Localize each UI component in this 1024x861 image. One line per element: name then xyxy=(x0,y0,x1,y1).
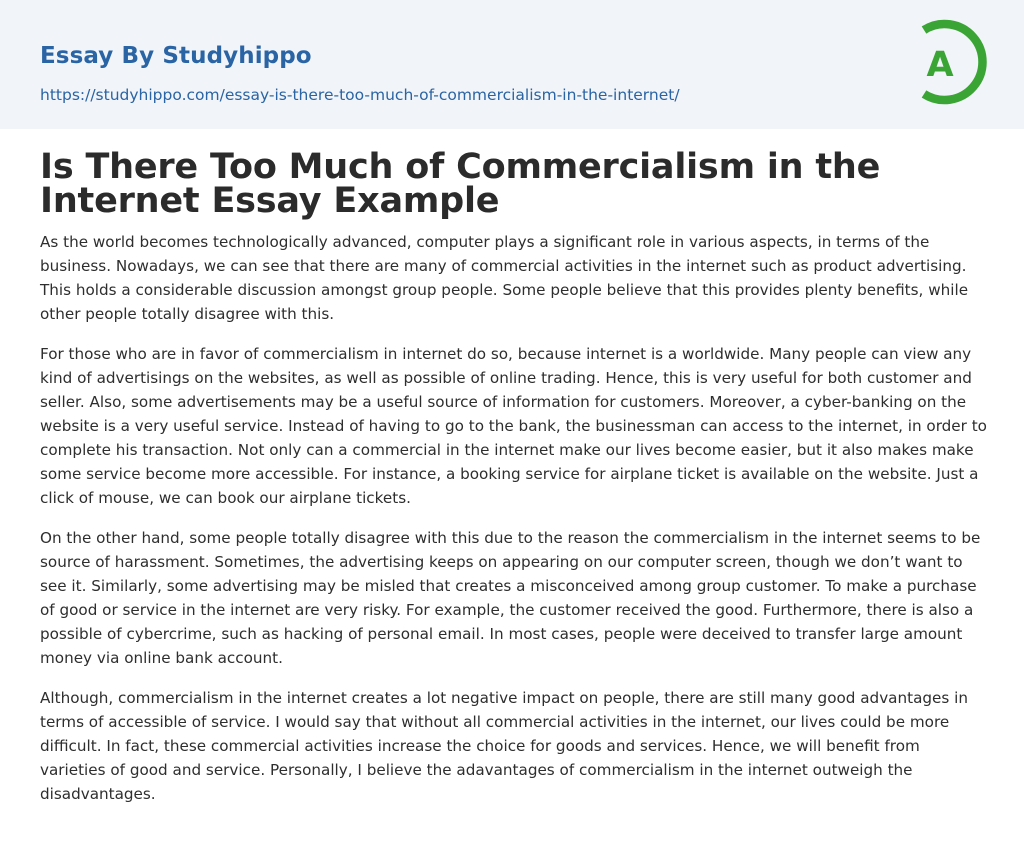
studyhippo-grade-a-logo-icon[interactable] xyxy=(910,19,988,105)
essay-body xyxy=(40,230,990,806)
essay-paragraph-2: For those who are in favor of commercialism in internet do so, because internet is a worldwide. Many people can view any kind of advertisings on the websites, as well as possible of online trading. Hence, this is very useful for both customer and seller. Also, some advertisements may be a useful source of information for customers. Moreover, a cyber-banking on the website is a very useful service. Instead of having to go to the bank, the businessman can access to the internet, in order to complete his transaction. Not only can a commercial in the internet make our lives become easier, but it also makes make some service become more accessible. For instance, a booking service for airplane ticket is available on the website. Just a click of mouse, we can book our airplane tickets. xyxy=(40,345,987,507)
essay-paragraph-1: As the world becomes technologically advanced, computer plays a significant role in various aspects, in terms of the business. Nowadays, we can see that there are many of commercial activities in the internet such as product advertising. This holds a considerable discussion amongst group people. Some people believe that this provides plenty benefits, while other people totally disagree with this. xyxy=(40,233,969,323)
site-header xyxy=(0,0,1024,129)
source-url-link[interactable]: https://studyhippo.com/essay-is-there-too-much-of-commercialism-in-the-internet/ xyxy=(40,86,680,104)
essay-paragraph-3: On the other hand, some people totally disagree with this due to the reason the commercialism in the internet seems to be source of harassment. Sometimes, the advertising keeps on appearing on our computer screen, though we don’t want to see it. Similarly, some advertising may be misled that creates a misconceived among group customer. To make a purchase of good or service in the internet are very risky. For example, the customer received the good. Furthermore, there is also a possible of cybercrime, such as hacking of personal email. In most cases, people were deceived to transfer large amount money via online bank account. xyxy=(40,529,981,667)
essay-title: Is There Too Much of Commercialism in the Internet Essay Example xyxy=(40,147,881,221)
article xyxy=(40,147,990,822)
brand-title[interactable]: Essay By Studyhippo xyxy=(40,43,312,69)
logo-letter: A xyxy=(926,45,954,85)
essay-paragraph-4: Although, commercialism in the internet creates a lot negative impact on people, there are still many good advantages in terms of accessible of service. I would say that without all commercial activities in the internet, our lives could be more difficult. In fact, these commercial activities increase the choice for goods and services. Hence, we will benefit from varieties of good and service. Personally, I believe the adavantages of commercialism in the internet outweigh the disadvantages. xyxy=(40,689,968,803)
